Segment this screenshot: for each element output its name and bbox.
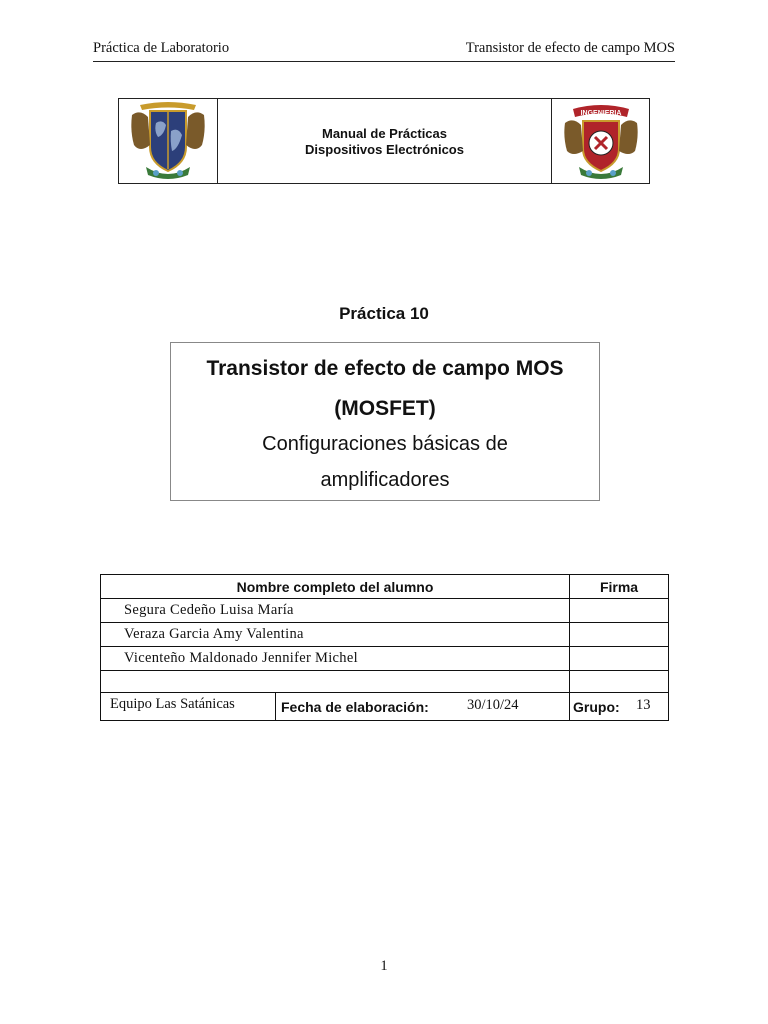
table-rule	[101, 670, 668, 671]
date-value: 30/10/24	[467, 697, 519, 713]
header-right-text: Transistor de efecto de campo MOS	[465, 40, 675, 56]
practice-title-line1: Transistor de efecto de campo MOS	[206, 357, 564, 380]
date-label: Fecha de elaboración:	[281, 699, 429, 715]
fi-logo-cell	[551, 99, 649, 183]
table-rule	[101, 622, 668, 623]
practice-number: Práctica 10	[339, 304, 429, 323]
page-number: 1	[380, 958, 388, 974]
header-left-text: Práctica de Laboratorio	[93, 40, 230, 56]
practice-subtitle-line2: amplificadores	[320, 469, 450, 491]
student-name: Veraza Garcia Amy Valentina	[124, 626, 304, 642]
table-rule	[101, 598, 668, 599]
group-value: 13	[636, 697, 651, 713]
table-rule	[275, 692, 276, 720]
running-header	[93, 40, 675, 62]
manual-banner	[118, 98, 650, 184]
column-header-signature: Firma	[599, 579, 639, 595]
students-table	[100, 574, 669, 721]
table-rule	[101, 646, 668, 647]
student-name: Vicenteño Maldonado Jennifer Michel	[124, 650, 358, 666]
table-rule	[569, 692, 570, 720]
manual-title-cell	[218, 99, 551, 183]
table-rule	[101, 692, 668, 693]
group-label: Grupo:	[573, 699, 620, 715]
practice-subtitle-line1: Configuraciones básicas de	[262, 433, 508, 455]
manual-subject: Dispositivos Electrónicos	[305, 142, 464, 157]
column-header-name: Nombre completo del alumno	[236, 579, 434, 595]
manual-title: Manual de Prácticas	[322, 126, 447, 141]
student-name: Segura Cedeño Luisa María	[124, 602, 294, 618]
ingenieria-logo	[559, 101, 643, 181]
team-name: Equipo Las Satánicas	[110, 696, 235, 712]
practice-title-box	[170, 342, 600, 501]
ingenieria-logo-text: INGENIERIA	[580, 110, 622, 117]
unam-logo	[126, 101, 210, 181]
practice-title-line2: (MOSFET)	[334, 397, 436, 420]
unam-logo-cell	[119, 99, 218, 183]
